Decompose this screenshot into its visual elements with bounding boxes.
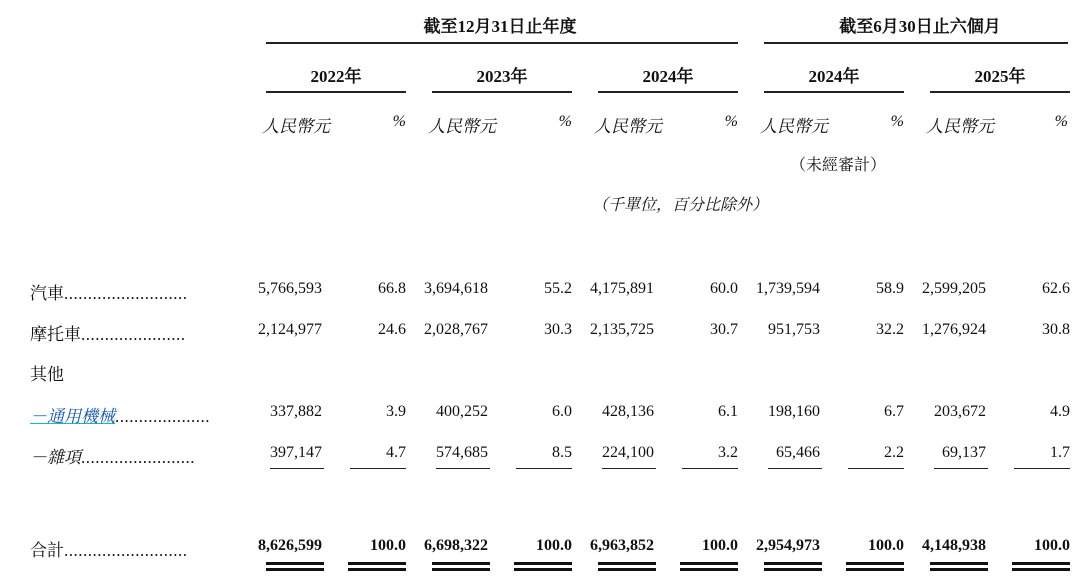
year-rule-2025-h1 [930, 91, 1070, 93]
pct-automobiles-2024: 60.0 [710, 280, 738, 297]
pct-label-2025-h1: % [1054, 113, 1068, 130]
pct-total-2024: 100.0 [702, 537, 738, 554]
value-automobiles-2022: 5,766,593 [258, 280, 322, 297]
subtotal-rule-2023-pct [516, 468, 572, 469]
pct-total-2023: 100.0 [536, 537, 572, 554]
total-double-rule-2024-pct [680, 562, 738, 566]
total-double-rule-2023-value [432, 562, 490, 566]
subtotal-rule-2024-h1-pct [848, 468, 904, 469]
value-miscellaneous-2022: 397,147 [270, 444, 322, 461]
pct-label-2024: % [724, 113, 738, 130]
value-total-2024: 6,963,852 [590, 537, 654, 554]
value-automobiles-2025-h1: 2,599,205 [922, 280, 986, 297]
pct-general-machinery-2024: 6.1 [718, 403, 738, 420]
year-rule-2022 [266, 91, 406, 93]
total-double-rule-2024-value [598, 562, 656, 566]
subtotal-rule-2024-value [602, 468, 656, 469]
row-label-automobiles: 汽車.......................... [30, 284, 188, 303]
pct-general-machinery-2022: 3.9 [386, 403, 406, 420]
value-total-2025-h1: 4,148,938 [922, 537, 986, 554]
unit-label-2022: 人民幣元 [262, 117, 330, 136]
pct-total-2025-h1: 100.0 [1034, 537, 1070, 554]
value-motorcycles-2024-h1: 951,753 [768, 321, 820, 338]
year-header-2024-h1: 2024年 [808, 67, 860, 86]
value-general-machinery-2023: 400,252 [436, 403, 488, 420]
subtotal-rule-2022-pct [350, 468, 406, 469]
value-total-2022: 8,626,599 [258, 537, 322, 554]
row-label-total: 合計.......................... [30, 541, 188, 560]
year-header-2025-h1: 2025年 [974, 67, 1026, 86]
pct-miscellaneous-2023: 8.5 [552, 444, 572, 461]
unit-label-2024-h1: 人民幣元 [760, 117, 828, 136]
pct-label-2024-h1: % [890, 113, 904, 130]
unit-label-2025-h1: 人民幣元 [926, 117, 994, 136]
pct-general-machinery-2024-h1: 6.7 [884, 403, 904, 420]
unaudited-note: （未經審計） [790, 157, 887, 174]
pct-total-2022: 100.0 [370, 537, 406, 554]
group-header-year-end: 截至12月31日止年度 [423, 17, 577, 36]
pct-automobiles-2022: 66.8 [378, 280, 406, 297]
pct-general-machinery-2023: 6.0 [552, 403, 572, 420]
total-double-rule-2024-h1-value [764, 562, 822, 566]
subtotal-rule-2023-value [436, 468, 490, 469]
pct-automobiles-2025-h1: 62.6 [1042, 280, 1070, 297]
pct-miscellaneous-2022: 4.7 [386, 444, 406, 461]
pct-motorcycles-2022: 24.6 [378, 321, 406, 338]
subtotal-rule-2025-h1-pct [1014, 468, 1070, 469]
subtotal-rule-2022-value [270, 468, 324, 469]
year-header-2022: 2022年 [310, 67, 362, 86]
pct-miscellaneous-2024-h1: 2.2 [884, 444, 904, 461]
total-double-rule-2022-pct [348, 562, 406, 566]
value-motorcycles-2025-h1: 1,276,924 [922, 321, 986, 338]
value-total-2023: 6,698,322 [424, 537, 488, 554]
year-rule-2024 [598, 91, 738, 93]
pct-miscellaneous-2025-h1: 1.7 [1050, 444, 1070, 461]
pct-general-machinery-2025-h1: 4.9 [1050, 403, 1070, 420]
year-rule-2024-h1 [764, 91, 904, 93]
group-rule-year-end [266, 42, 738, 44]
row-label-others: 其他 [30, 365, 64, 384]
value-miscellaneous-2024-h1: 65,466 [776, 444, 820, 461]
pct-label-2022: % [392, 113, 406, 130]
value-general-machinery-2024-h1: 198,160 [768, 403, 820, 420]
subtotal-rule-2024-h1-value [768, 468, 822, 469]
pct-label-2023: % [558, 113, 572, 130]
value-automobiles-2024: 4,175,891 [590, 280, 654, 297]
pct-motorcycles-2023: 30.3 [544, 321, 572, 338]
total-double-rule-2024-h1-pct [846, 562, 904, 566]
year-header-2024: 2024年 [642, 67, 694, 86]
total-double-rule-2022-value [266, 562, 324, 566]
year-rule-2023 [432, 91, 572, 93]
value-automobiles-2024-h1: 1,739,594 [756, 280, 820, 297]
row-label-motorcycles: 摩托車...................... [30, 325, 186, 344]
unit-label-2024: 人民幣元 [594, 117, 662, 136]
total-double-rule-2023-pct [514, 562, 572, 566]
pct-automobiles-2024-h1: 58.9 [876, 280, 904, 297]
subtotal-rule-2025-h1-value [934, 468, 988, 469]
value-motorcycles-2023: 2,028,767 [424, 321, 488, 338]
row-label-general-machinery: －通用機械.................... [30, 407, 210, 426]
unit-label-2023: 人民幣元 [428, 117, 496, 136]
pct-total-2024-h1: 100.0 [868, 537, 904, 554]
value-total-2024-h1: 2,954,973 [756, 537, 820, 554]
pct-miscellaneous-2024: 3.2 [718, 444, 738, 461]
value-general-machinery-2025-h1: 203,672 [934, 403, 986, 420]
value-miscellaneous-2025-h1: 69,137 [942, 444, 986, 461]
total-double-rule-2025-h1-pct [1012, 562, 1070, 566]
subtotal-rule-2024-pct [682, 468, 738, 469]
group-header-six-months: 截至6月30日止六個月 [839, 17, 1001, 36]
pct-motorcycles-2025-h1: 30.8 [1042, 321, 1070, 338]
year-header-2023: 2023年 [476, 67, 528, 86]
value-motorcycles-2024: 2,135,725 [590, 321, 654, 338]
value-miscellaneous-2023: 574,685 [436, 444, 488, 461]
total-double-rule-2025-h1-value [930, 562, 988, 566]
value-miscellaneous-2024: 224,100 [602, 444, 654, 461]
row-label-miscellaneous: －雜項........................ [30, 448, 195, 467]
value-general-machinery-2024: 428,136 [602, 403, 654, 420]
value-automobiles-2023: 3,694,618 [424, 280, 488, 297]
value-general-machinery-2022: 337,882 [270, 403, 322, 420]
pct-motorcycles-2024: 30.7 [710, 321, 738, 338]
value-motorcycles-2022: 2,124,977 [258, 321, 322, 338]
unit-note: （千單位，百分比除外） [592, 197, 769, 214]
pct-automobiles-2023: 55.2 [544, 280, 572, 297]
pct-motorcycles-2024-h1: 32.2 [876, 321, 904, 338]
group-rule-six-months [764, 42, 1068, 44]
